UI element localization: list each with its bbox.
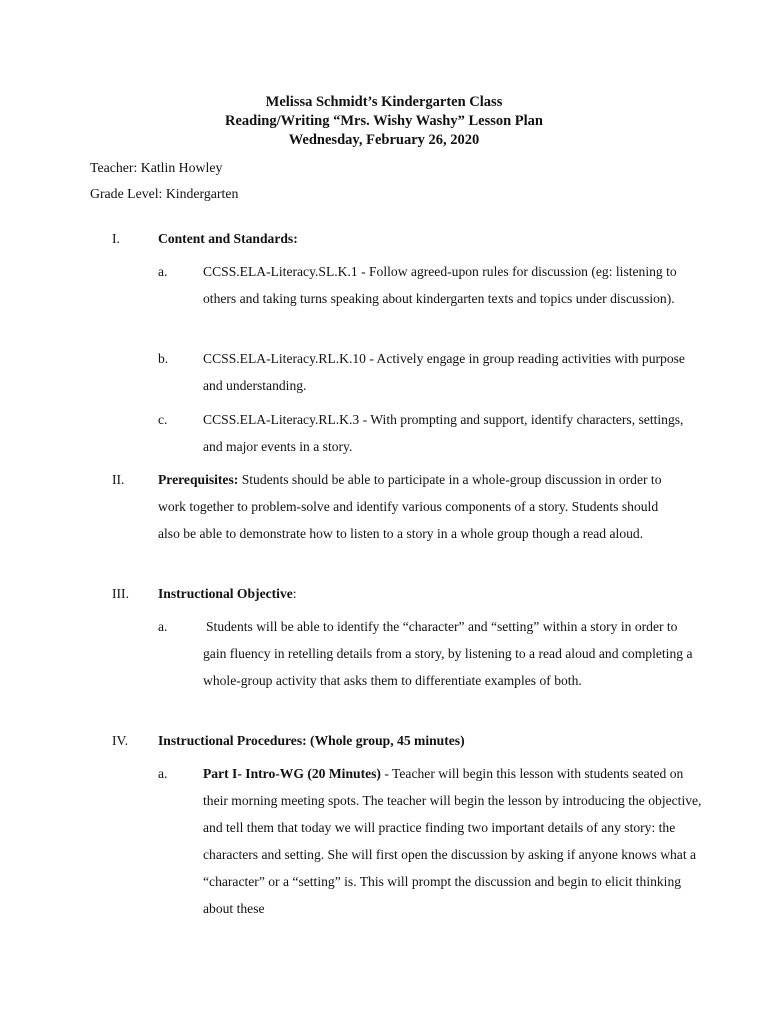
item-letter: a. bbox=[158, 264, 168, 279]
section-paragraph bbox=[158, 466, 678, 547]
header-class-name: Melissa Schmidt’s Kindergarten Class bbox=[265, 94, 503, 110]
section-number: IV. bbox=[112, 733, 128, 748]
item-text: Students will be able to identify the “character” and “setting” within a story in order to gain fluency in retelling details from a story, by listening to a read aloud and completing a whole-group activity that asks them to differentiate examples of both. bbox=[203, 619, 693, 688]
document-header bbox=[0, 93, 768, 150]
item-letter: c. bbox=[158, 412, 168, 427]
section-heading: Content and Standards: bbox=[158, 231, 298, 246]
header-lesson-title: Reading/Writing “Mrs. Wishy Washy” Lesson Plan bbox=[225, 113, 543, 129]
section-heading: Instructional Procedures: (Whole group, 45 minutes) bbox=[158, 733, 465, 748]
item-text: Part I- Intro-WG (20 Minutes) - Teacher will begin this lesson with students seated on their morning meeting spots. The teacher will begin the lesson by introducing the objective, and tell them that today we will practice finding two important details of any story: the characters and setting. She will first open the discussion by asking if anyone knows what a “character” or a “setting” is. This will prompt the discussion and begin to elicit thinking about these bbox=[203, 766, 702, 916]
section-text: Students should be able to participate in a whole-group discussion in order to work together to problem-solve and identify various components of a story. Students should also be able to demonstrate how to listen to a story in a whole group though a read aloud. bbox=[158, 472, 662, 541]
teacher-line: Teacher: Katlin Howley bbox=[90, 160, 223, 175]
item-letter: a. bbox=[158, 766, 168, 781]
grade-line: Grade Level: Kindergarten bbox=[90, 186, 239, 201]
section-heading: Instructional Objective: bbox=[158, 586, 297, 601]
item-lead: Part I- Intro-WG (20 Minutes) bbox=[203, 766, 381, 781]
item-text: CCSS.ELA-Literacy.SL.K.1 - Follow agreed-upon rules for discussion (eg: listening to others and taking turns speaking about kindergarten texts and topics under discussion). bbox=[203, 264, 677, 306]
section-heading: Prerequisites: bbox=[158, 472, 239, 487]
section-number: III. bbox=[112, 586, 129, 601]
item-text: CCSS.ELA-Literacy.RL.K.10 - Actively engage in group reading activities with purpose and understanding. bbox=[203, 351, 685, 393]
header-date: Wednesday, February 26, 2020 bbox=[288, 132, 480, 148]
item-letter: a. bbox=[158, 619, 168, 634]
item-text: CCSS.ELA-Literacy.RL.K.3 - With prompting and support, identify characters, settings, and major events in a story. bbox=[203, 412, 684, 454]
section-number: I. bbox=[112, 231, 120, 246]
item-letter: b. bbox=[158, 351, 169, 366]
document-meta bbox=[90, 155, 238, 207]
section-number: II. bbox=[112, 472, 125, 487]
